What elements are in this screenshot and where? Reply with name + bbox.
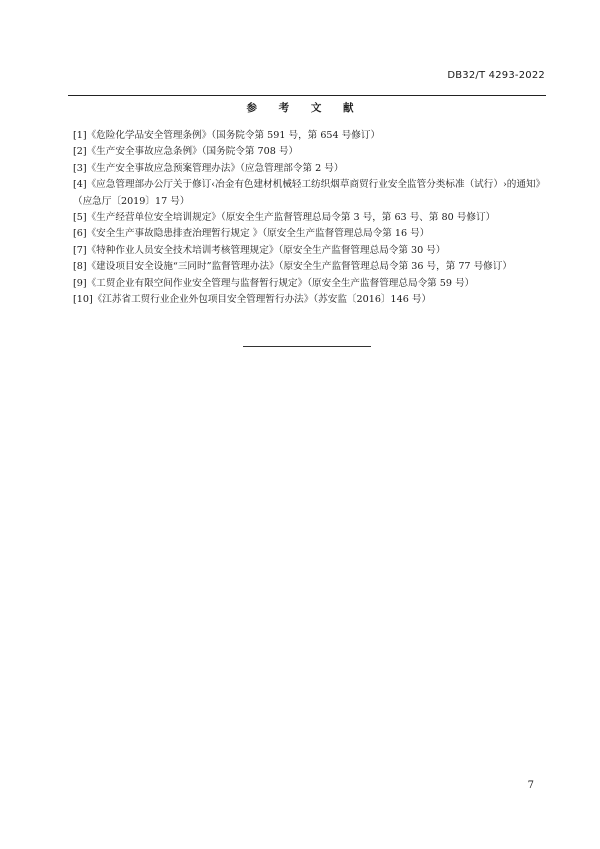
reference-text: 《安全生产事故隐患排查治理暂行规定 》（原安全生产监督管理总局令第 16 号） [86,228,430,240]
header-rule [68,95,546,96]
reference-number: [9] [73,277,87,289]
reference-text: 《危险化学品安全管理条例》（国务院令第 591 号，第 654 号修订） [86,130,381,141]
reference-text: 《江苏省工贸行业企业外包项目安全管理暂行办法》（苏安监〔2016〕146 号） [92,294,432,306]
page-number: 7 [527,780,534,791]
reference-text: 《工贸企业有限空间作业安全管理与监督暂行规定》（原安全生产监督管理总局令第 59 号） [86,277,475,289]
reference-number: [3] [73,162,87,174]
reference-number: [8] [73,261,87,273]
reference-text: 《生产安全事故应急预案管理办法》（应急管理部令第 2 号） [86,162,344,174]
reference-item [73,292,548,308]
reference-number: [7] [73,244,87,256]
reference-item [73,128,548,144]
reference-list [73,128,548,308]
section-title: 参 考 文 献 [246,102,363,114]
reference-item [73,243,548,259]
reference-number: [10] [73,294,93,306]
reference-text: 《生产经营单位安全培训规定》（原安全生产监督管理总局令第 3 号，第 63 号、第 80 号修订） [86,212,496,224]
reference-item [73,259,548,275]
reference-number: [1] [73,130,87,141]
standard-code: DB32/T 4293-2022 [447,70,545,81]
reference-item [73,161,548,177]
reference-number: [5] [73,212,87,224]
reference-number: [2] [73,146,87,158]
reference-item [73,276,548,292]
reference-item [73,177,548,210]
end-rule [243,346,371,347]
reference-text: 《生产安全事故应急条例》（国务院令第 708 号） [86,146,299,158]
reference-number: [4] [73,179,87,191]
reference-number: [6] [73,228,87,240]
reference-text: 《特种作业人员安全技术培训考核管理规定》（原安全生产监督管理总局令第 30 号） [86,244,446,256]
reference-item [73,226,548,242]
reference-text: 《应急管理部办公厅关于修订‹冶金有色建材机械轻工纺织烟草商贸行业安全监管分类标准（试行）›的通知》（应急厅〔2019〕17 号） [73,179,546,207]
reference-text: 《建设项目安全设施“三同时”监督管理办法》（原安全生产监督管理总局令第 36 号，第 77 号修订） [86,261,512,273]
reference-item [73,210,548,226]
reference-item [73,144,548,160]
